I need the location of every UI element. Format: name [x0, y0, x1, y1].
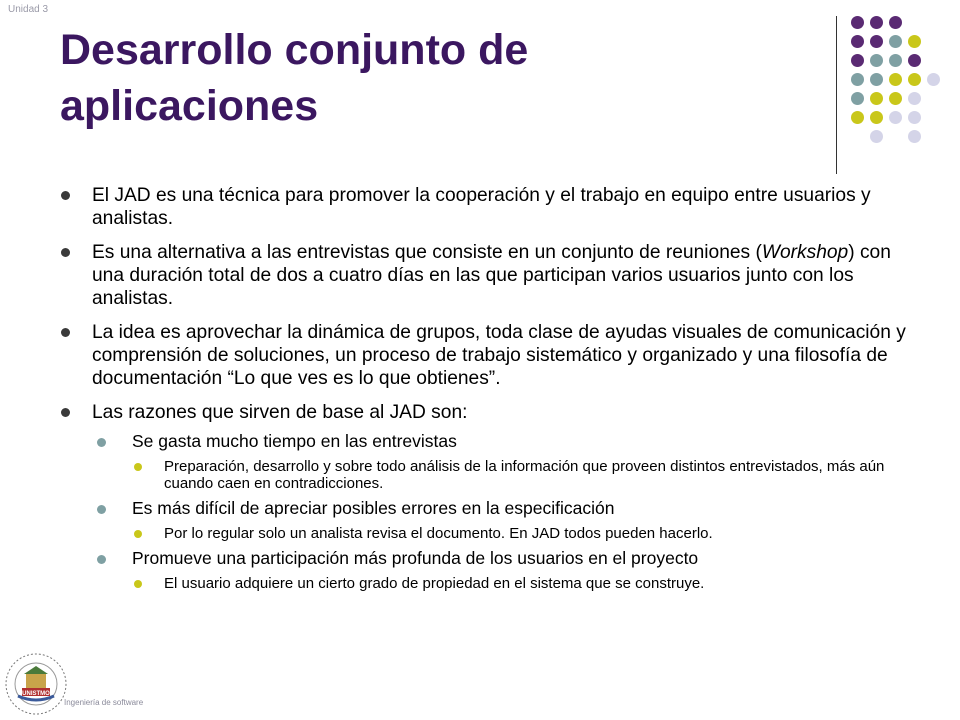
- subsubbullet-review: [40, 525, 910, 542]
- title-line-1: Desarrollo conjunto de: [60, 26, 529, 74]
- decor-dot: [851, 111, 864, 124]
- decor-dot: [851, 54, 864, 67]
- bullet-text-end: ) con una duración total de dos a cuatro días en las que participan varios usuarios junto con los analistas.: [92, 242, 891, 309]
- decor-dot: [851, 73, 864, 86]
- decor-dot: [908, 35, 921, 48]
- subsubbullet-text: El usuario adquiere un cierto grado de propiedad en el sistema que se construye.: [164, 575, 705, 592]
- subsubbullet-text: Preparación, desarrollo y sobre todo análisis de la información que proveen distintos entrevistados, más aún cuando caen en contradicciones.: [164, 458, 885, 492]
- decor-dot: [870, 73, 883, 86]
- decor-dot: [908, 54, 921, 67]
- bullet-list: [40, 184, 910, 602]
- subbullet-errors: [40, 498, 910, 519]
- decor-dot: [908, 92, 921, 105]
- decor-dot: [870, 54, 883, 67]
- decor-dot: [889, 35, 902, 48]
- bullet-text-start: Es una alternativa a las entrevistas que consiste en un conjunto de reuniones (: [92, 242, 762, 263]
- logo-text: UNISTMO: [22, 691, 50, 697]
- decor-dot: [889, 111, 902, 124]
- bullet-jad-reasons: [40, 401, 910, 424]
- bullet-text: El JAD es una técnica para promover la cooperación y el trabajo en equipo entre usuarios y analistas.: [92, 185, 871, 229]
- subsubbullet-text: Por lo regular solo un analista revisa el documento. En JAD todos pueden hacerlo.: [164, 525, 713, 542]
- decor-dot: [889, 16, 902, 29]
- decor-dot: [851, 16, 864, 29]
- decor-dot: [851, 35, 864, 48]
- decor-dot: [851, 92, 864, 105]
- subsubbullet-dot-icon: [134, 580, 142, 588]
- bullet-dot-icon: [61, 328, 70, 337]
- bullet-jad-alternative: [40, 241, 910, 310]
- decor-dot: [889, 73, 902, 86]
- footer-text: Ingeniería de software: [64, 698, 144, 707]
- decor-dot: [870, 111, 883, 124]
- subsubbullet-dot-icon: [134, 530, 142, 538]
- subbullet-dot-icon: [97, 505, 106, 514]
- decorative-dot-grid: [0, 0, 960, 180]
- decor-dot: [889, 54, 902, 67]
- decor-dot: [908, 73, 921, 86]
- subsubbullet-ownership: [40, 575, 910, 592]
- decor-dot: [870, 92, 883, 105]
- decor-dot: [908, 130, 921, 143]
- unit-label: Unidad 3: [8, 4, 49, 15]
- bullet-text: La idea es aprovechar la dinámica de grupos, toda clase de ayudas visuales de comunicación y comprensión de soluciones, un proceso de trabajo sistemático y organizado y una filosofía de documentación “Lo que ves es lo que obtienes”.: [92, 322, 906, 389]
- bullet-dot-icon: [61, 248, 70, 257]
- decor-dot: [908, 111, 921, 124]
- title-line-2: aplicaciones: [60, 82, 319, 130]
- bullet-text-workshop: Workshop: [761, 242, 849, 263]
- subbullet-dot-icon: [97, 555, 106, 564]
- decor-dot: [870, 35, 883, 48]
- subbullet-text: Es más difícil de apreciar posibles errores en la especificación: [132, 498, 615, 518]
- subbullet-dot-icon: [97, 438, 106, 447]
- subsubbullet-preparation: [40, 458, 910, 492]
- subsubbullet-dot-icon: [134, 463, 142, 471]
- subbullet-participation: [40, 548, 910, 569]
- bullet-dot-icon: [61, 408, 70, 417]
- subbullet-time: [40, 431, 910, 452]
- subbullet-text: Promueve una participación más profunda de los usuarios en el proyecto: [132, 548, 699, 568]
- bullet-jad-idea: [40, 321, 910, 390]
- decor-dot: [870, 130, 883, 143]
- unistmo-logo: [4, 652, 68, 716]
- bullet-dot-icon: [61, 191, 70, 200]
- bullet-jad-definition: [40, 184, 910, 230]
- bullet-text: Las razones que sirven de base al JAD son:: [92, 402, 468, 423]
- decor-dot: [870, 16, 883, 29]
- subbullet-text: Se gasta mucho tiempo en las entrevistas: [132, 431, 457, 451]
- decor-dot: [889, 92, 902, 105]
- decor-dot: [927, 73, 940, 86]
